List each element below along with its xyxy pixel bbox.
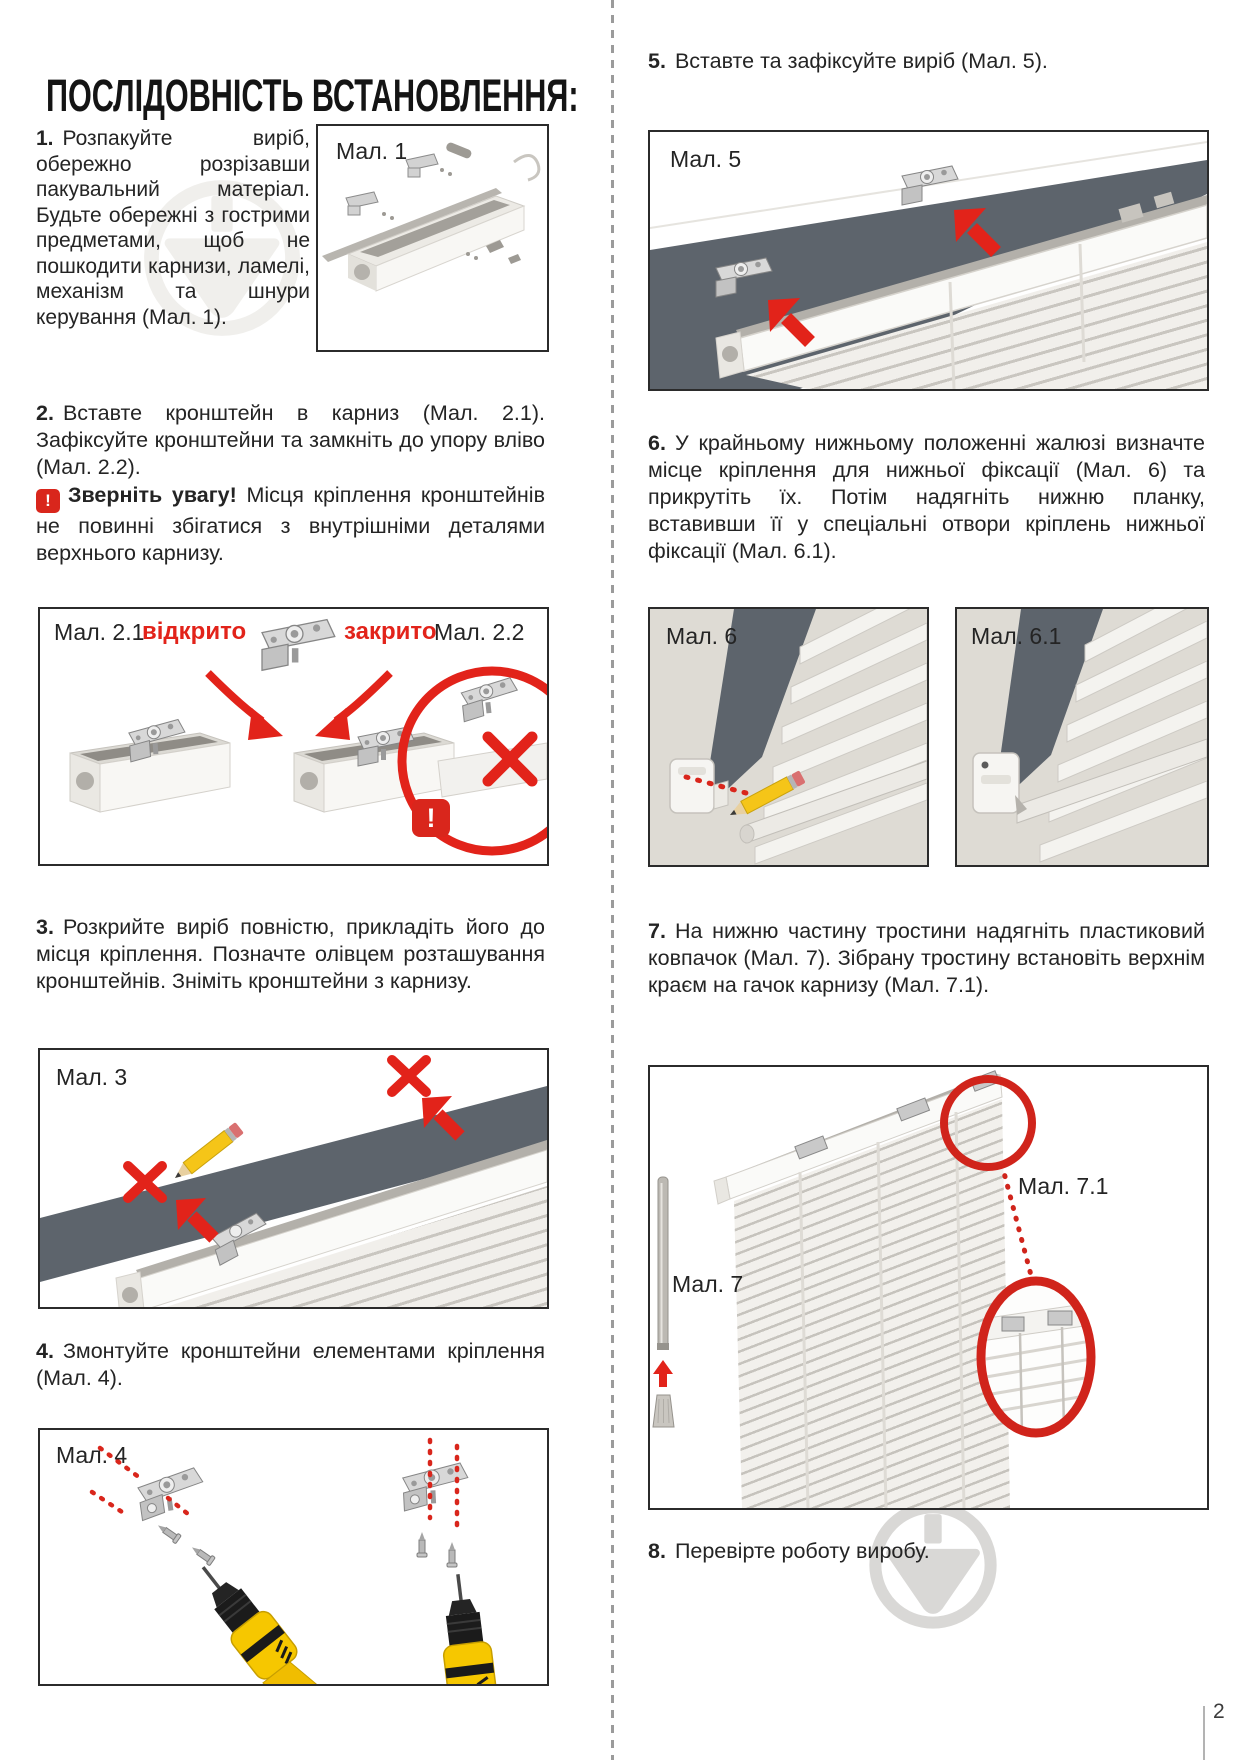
figure-5-label: Мал. 5: [670, 146, 742, 172]
step-4-text: 4. Змонтуйте кронштейни елементами кріплення (Мал. 4).: [36, 1339, 545, 1390]
page-title: ПОСЛІДОВНІСТЬ ВСТАНОВЛЕННЯ:: [46, 70, 579, 122]
step-1-text: 1. Розпакуйте виріб, обережно розрізавши пакувальний матеріал. Будьте обережні з гострими предметами, щоб не пошкодити карнизи, ламелі, механізм та шнури керування (Мал. 1).: [36, 127, 310, 329]
screw-icon: [447, 1542, 457, 1567]
figure-6-box: [648, 607, 929, 867]
figure-2-2-label: Мал. 2.2: [434, 619, 525, 645]
bracket-icon: [262, 620, 335, 671]
red-cross-icon: [128, 1060, 426, 1198]
alert-icon: !: [412, 799, 450, 837]
trowel-logo-icon: [866, 1498, 1000, 1632]
bracket-icon: [460, 677, 520, 722]
figure-1-label: Мал. 1: [336, 138, 408, 164]
figure-6-1-label: Мал. 6.1: [971, 623, 1062, 649]
figure-7-label: Мал. 7: [672, 1271, 744, 1297]
cord-lines: [800, 1112, 964, 1508]
bottom-bracket-icon: [973, 753, 1027, 815]
open-state-label: відкрито: [142, 618, 247, 645]
warning-icon: !: [36, 489, 60, 513]
figure-6-1-box: [955, 607, 1209, 867]
step-8-text: 8. Перевірте роботу виробу.: [648, 1539, 930, 1563]
figure-3-box: [38, 1048, 549, 1309]
step-2-text: 2. Вставте кронштейн в карниз (Мал. 2.1). Зафіксуйте кронштейни та замкніть до упору вліво (Мал. 2.2).: [36, 401, 545, 479]
bracket-icon: [402, 1463, 469, 1511]
screw-icon: [417, 1532, 427, 1557]
step-7-text: 7. На нижню частину тростини надягніть пластиковий ковпачок (Мал. 7). Зібрану тростину встановіть верхнім краєм на гачок карнизу (Мал. 7.1).: [648, 919, 1205, 997]
figure-7-1-label: Мал. 7.1: [1018, 1173, 1109, 1199]
figure-6-label: Мал. 6: [666, 623, 738, 649]
figure-2-box: [38, 607, 549, 866]
drill-icon: [434, 1571, 505, 1684]
cord-lines: [950, 244, 1084, 389]
step-5-text: 5. Вставте та зафіксуйте виріб (Мал. 5).: [648, 49, 1048, 73]
screw-icon: [189, 1543, 215, 1566]
step-6-text: 6. У крайньому нижньому положенні жалюзі визначте місце кріплення для нижньої фіксації (Мал. 6) та прикрутіть їх. Потім надягніть нижню планку, вставивши її у спеціальні отвори кріплень нижньої фіксації (Мал. 6.1).: [648, 431, 1205, 563]
figure-4-box: [38, 1428, 549, 1686]
figure-4-label: Мал. 4: [56, 1442, 128, 1468]
figure-1-box: [316, 124, 549, 352]
fig2-bracket-mount-illustration: [40, 609, 547, 864]
figure-5-box: [648, 130, 1209, 391]
red-arrow-icon: [176, 1096, 460, 1238]
brand-watermark-icon: [866, 1498, 1000, 1637]
bracket-icon: [136, 1467, 207, 1521]
step-3-text: 3. Розкрийте виріб повністю, прикладіть його до місця кріплення. Позначте олівцем розташування кронштейнів. Зніміть кронштейни з карнизу.: [36, 915, 545, 993]
pencil-icon: [171, 1122, 244, 1184]
page-number: 2: [1213, 1700, 1225, 1723]
screw-icon: [155, 1521, 181, 1544]
figure-3-label: Мал. 3: [56, 1064, 128, 1090]
footer-divider: [1203, 1706, 1205, 1760]
figure-2-1-label: Мал. 2.1: [54, 619, 145, 645]
closed-state-label: закрито: [344, 618, 437, 645]
drill-icon: [184, 1552, 340, 1684]
red-arrow-icon: [208, 673, 390, 721]
figure-7-box: [648, 1065, 1209, 1510]
step-2-warning: ! Зверніть увагу! Місця кріплення кронштейнів не повинні збігатися з внутрішніми деталями верхнього карнизу.: [36, 483, 545, 565]
column-divider: [611, 0, 614, 1760]
